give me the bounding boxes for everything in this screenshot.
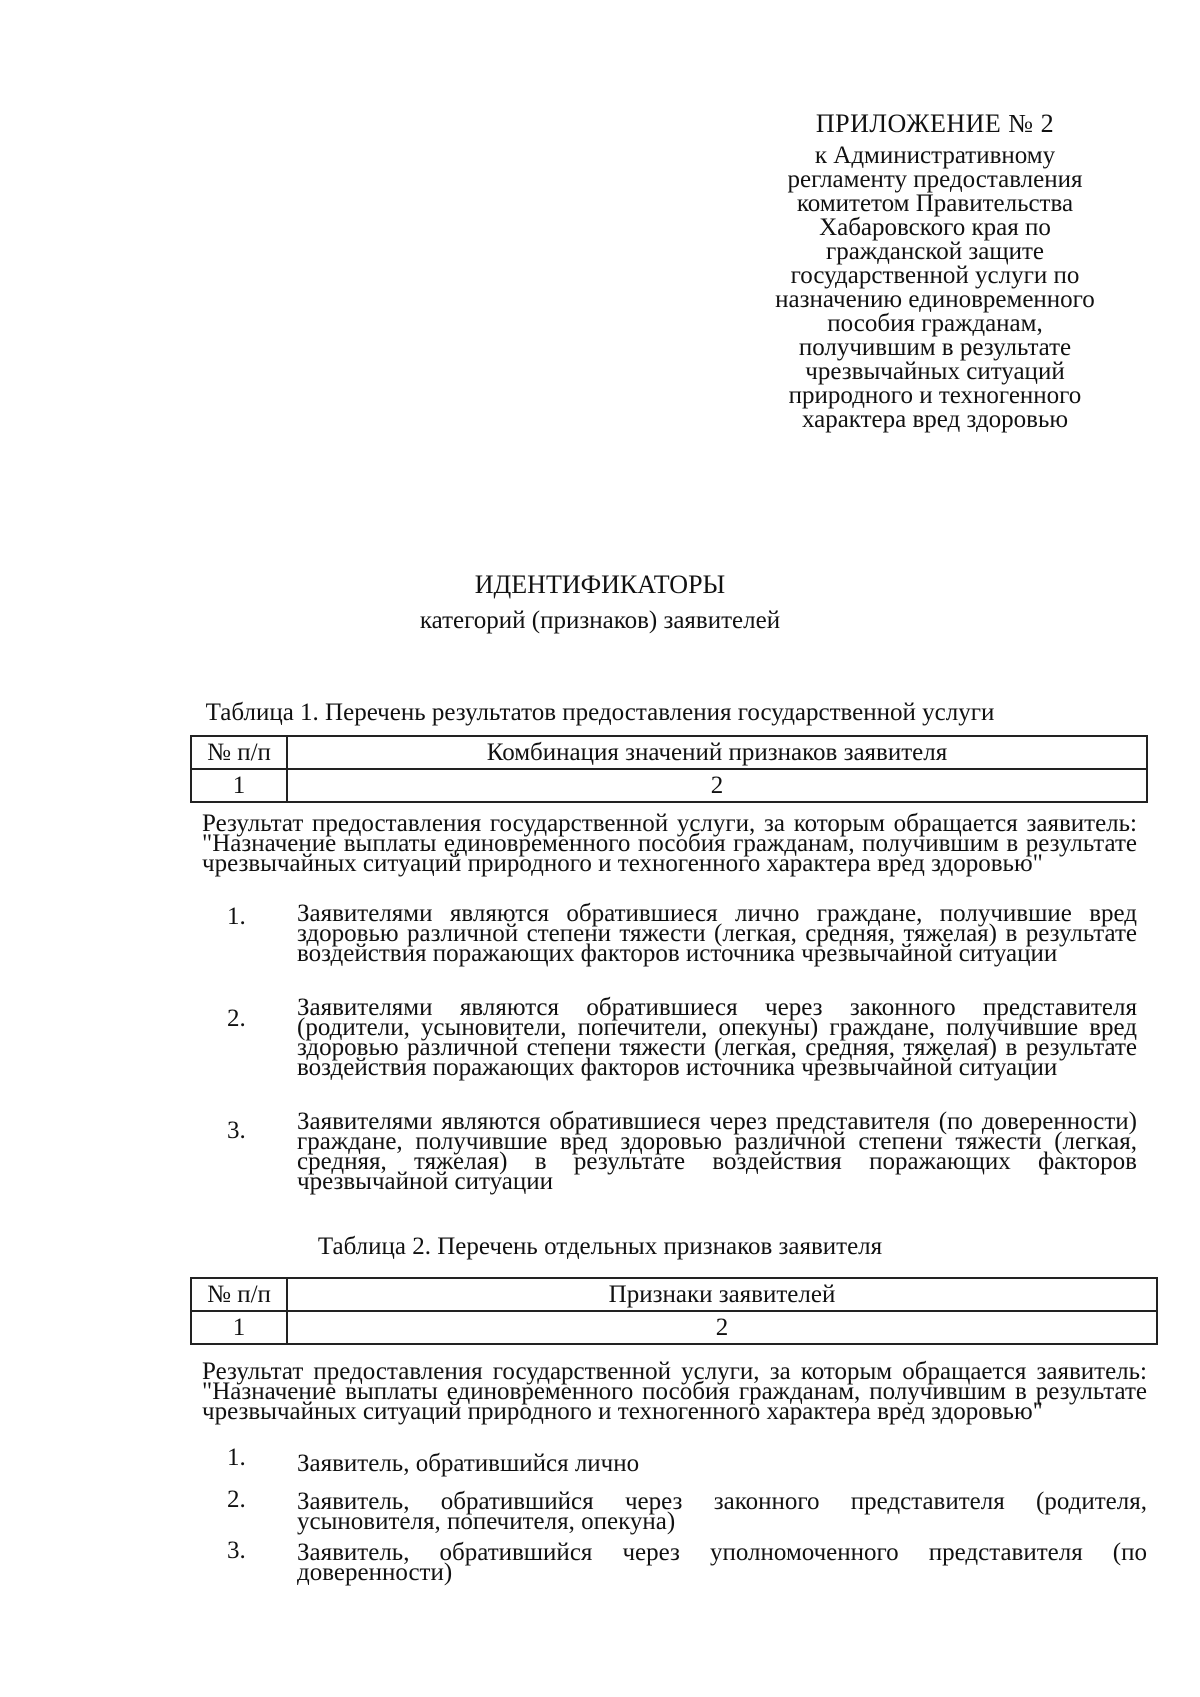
table1-item-number: 2. bbox=[227, 1005, 246, 1032]
table1-item-text: Заявителями являются обратившиеся через законного представителя (родители, усыновители, попечители, опекуны) граждане, получившие вред здоровью различной степени тяжести (легкая, средняя, тяжелая) в результате воздействия поражающих факторов источника чрезвычайной ситуации bbox=[297, 994, 1137, 1081]
appendix-line: получившим в результате bbox=[798, 334, 1072, 361]
table2-result-text: Результат предоставления государственной услуги, за которым обращается заявитель: "Назначение выплаты единовременного пособия гражданам, получившим в результате чрезвычайных ситуаций природного и техногенного характера вред здоровью" bbox=[202, 1358, 1147, 1425]
table2-item-text: Заявитель, обратившийся через уполномоченного представителя (по доверенности) bbox=[297, 1539, 1147, 1586]
appendix-line: характера вред здоровью bbox=[801, 406, 1069, 433]
table2-caption: Таблица 2. Перечень отдельных признаков заявителя bbox=[317, 1233, 883, 1260]
table2-header-row bbox=[191, 1278, 1157, 1311]
table1-item-number: 3. bbox=[227, 1117, 246, 1144]
table1-item-text: Заявителями являются обратившиеся лично граждане, получившие вред здоровью различной степени тяжести (легкая, средняя, тяжелая) в результате воздействия поражающих факторов источника чрезвычайной ситуации bbox=[297, 900, 1137, 967]
table2-col-signs-header: Признаки заявителей bbox=[287, 1278, 1157, 1311]
table1-col-combination-header: Комбинация значений признаков заявителя bbox=[287, 736, 1147, 769]
document-subtitle: категорий (признаков) заявителей bbox=[419, 607, 781, 634]
table2-item-number: 3. bbox=[227, 1537, 246, 1564]
appendix-line: государственной услуги по bbox=[790, 262, 1080, 289]
document-title: ИДЕНТИФИКАТОРЫ bbox=[474, 570, 726, 599]
appendix-line: природного и техногенного bbox=[788, 382, 1082, 409]
appendix-line: назначению единовременного bbox=[775, 286, 1095, 313]
table1-caption: Таблица 1. Перечень результатов предоставления государственной услуги bbox=[205, 699, 995, 726]
table1-result-text: Результат предоставления государственной услуги, за которым обращается заявитель: "Назначение выплаты единовременного пособия гражданам, получившим в результате чрезвычайных ситуаций природного и техногенного характера вред здоровью" bbox=[202, 810, 1137, 877]
table1-item-number: 1. bbox=[227, 903, 246, 930]
appendix-line: к Административному bbox=[814, 142, 1056, 169]
table2-col-number-index: 1 bbox=[191, 1311, 287, 1344]
appendix-line: комитетом Правительства bbox=[796, 190, 1074, 217]
table1-item-text: Заявителями являются обратившиеся через представителя (по доверенности) граждане, получившие вред здоровью различной степени тяжести (легкая, средняя, тяжелая) в результате воздействия поражающих факторов чрезвычайной ситуации bbox=[297, 1108, 1137, 1195]
appendix-line: Хабаровского края по bbox=[819, 214, 1051, 241]
table1-header-row bbox=[191, 736, 1147, 769]
table2-item-text: Заявитель, обратившийся лично bbox=[297, 1450, 640, 1477]
appendix-title: ПРИЛОЖЕНИЕ № 2 bbox=[815, 109, 1055, 138]
table2-number-row bbox=[191, 1311, 1157, 1344]
appendix-block bbox=[740, 109, 1130, 433]
appendix-line: регламенту предоставления bbox=[787, 166, 1083, 193]
table2-item-number: 2. bbox=[227, 1486, 246, 1513]
table2-grid bbox=[190, 1277, 1158, 1345]
table2-item-text: Заявитель, обратившийся через законного представителя (родителя, усыновителя, попечителя, опекуна) bbox=[297, 1488, 1147, 1535]
table2-col-number-header: № п/п bbox=[191, 1278, 287, 1311]
appendix-line: чрезвычайных ситуаций bbox=[805, 358, 1065, 385]
appendix-line: пособия гражданам, bbox=[827, 310, 1043, 337]
table1-grid bbox=[190, 735, 1148, 803]
table1-col-number-index: 1 bbox=[191, 769, 287, 802]
table1-col-number-header: № п/п bbox=[191, 736, 287, 769]
table1-col-combination-index: 2 bbox=[287, 769, 1147, 802]
table2-col-signs-index: 2 bbox=[287, 1311, 1157, 1344]
table2-item-number: 1. bbox=[227, 1444, 246, 1471]
appendix-line: гражданской защите bbox=[825, 238, 1045, 265]
table1-number-row bbox=[191, 769, 1147, 802]
